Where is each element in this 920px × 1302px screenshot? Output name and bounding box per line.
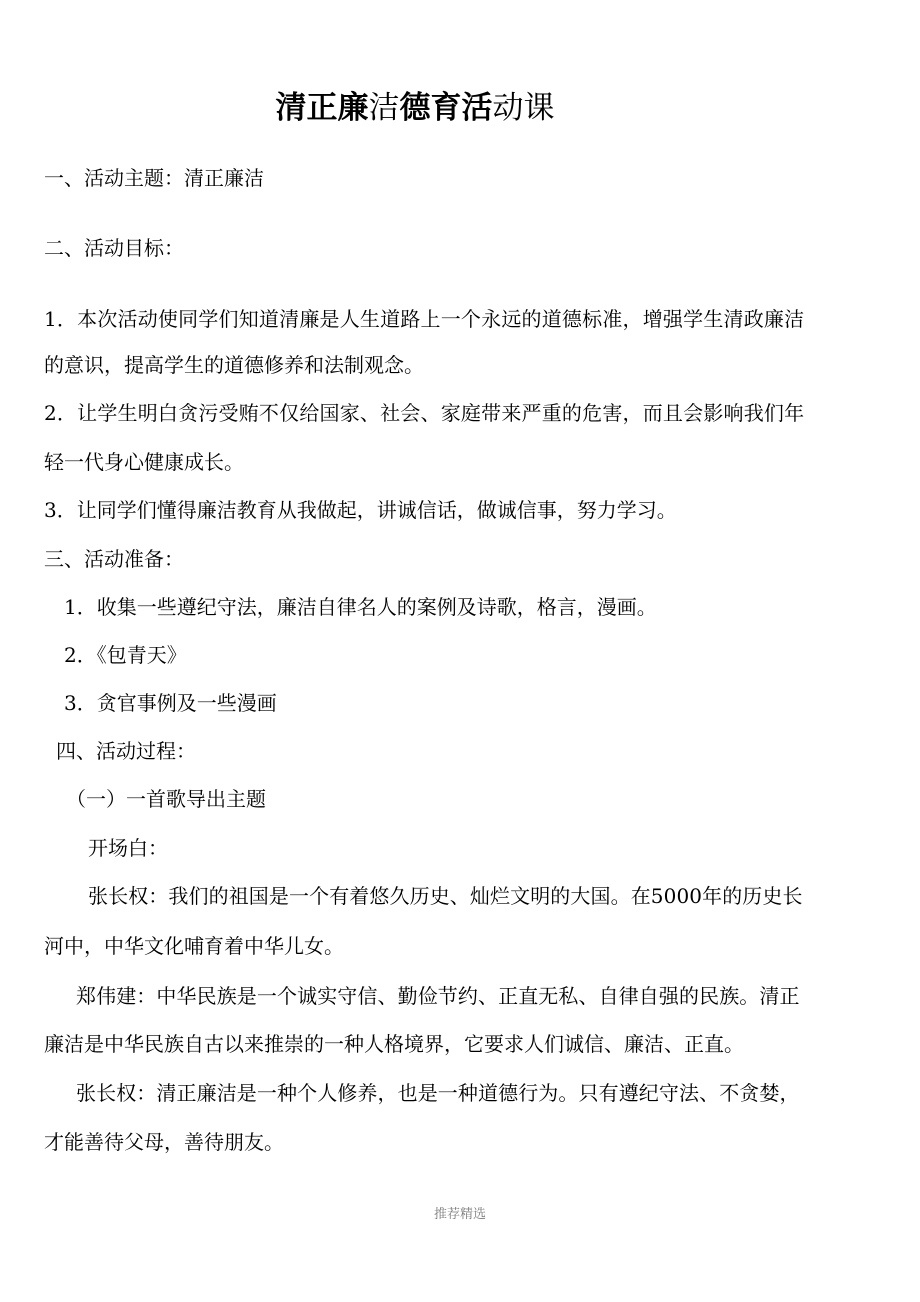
goal-3: 3．让同学们懂得廉洁教育从我做起，讲诚信话，做诚信事，努力学习。 [44,498,677,522]
goal-1-line-1: 1．本次活动使同学们知道清廉是人生道路上一个永远的道德标准，增强学生清政廉洁 [44,307,805,331]
title-part-2: 洁 [368,90,400,126]
speech-2-line-1: 郑伟建：中华民族是一个诚实守信、勤俭节约、正直无私、自律自强的民族。清正 [76,984,800,1008]
goal-2-line-2: 轻一代身心健康成长。 [44,450,244,474]
section-process-heading: 四、活动过程： [56,739,196,763]
page-footer: 推荐精选 [433,1207,486,1222]
title-part-1: 清正廉 [275,90,369,126]
speech-3-line-1: 张长权：清正廉洁是一种个人修养，也是一种道德行为。只有遵纪守法、不贪婪， [76,1081,800,1105]
title-part-4: 动课 [492,90,555,126]
section-goals-heading: 二、活动目标： [44,236,184,260]
goal-2-line-1: 2．让学生明白贪污受贿不仅给国家、社会、家庭带来严重的危害，而且会影响我们年 [44,401,805,425]
section-preparation-heading: 三、活动准备： [44,547,184,571]
title-part-3: 德育活 [399,90,493,126]
prep-item-1: 1．收集一些遵纪守法，廉洁自律名人的案例及诗歌，格言，漫画。 [64,595,657,619]
goal-1-line-2: 的意识，提高学生的道德修养和法制观念。 [44,353,424,377]
document-title [0,80,830,136]
section-theme: 一、活动主题：清正廉洁 [44,166,264,190]
speech-2-line-2: 廉洁是中华民族自古以来推崇的一种人格境界，它要求人们诚信、廉洁、正直。 [44,1032,744,1056]
opening-label: 开场白： [88,836,168,860]
speech-3-line-2: 才能善待父母，善待朋友。 [44,1130,284,1154]
prep-item-2: 2．《包青天》 [64,643,187,667]
speech-1-line-1: 张长权：我们的祖国是一个有着悠久历史、灿烂文明的大国。在5000年的历史长 [88,884,803,908]
speech-1-line-2: 河中，中华文化哺育着中华儿女。 [44,934,344,958]
prep-item-3: 3．贪官事例及一些漫画 [64,691,277,715]
process-subheading-1: （一）一首歌导出主题 [66,787,266,811]
